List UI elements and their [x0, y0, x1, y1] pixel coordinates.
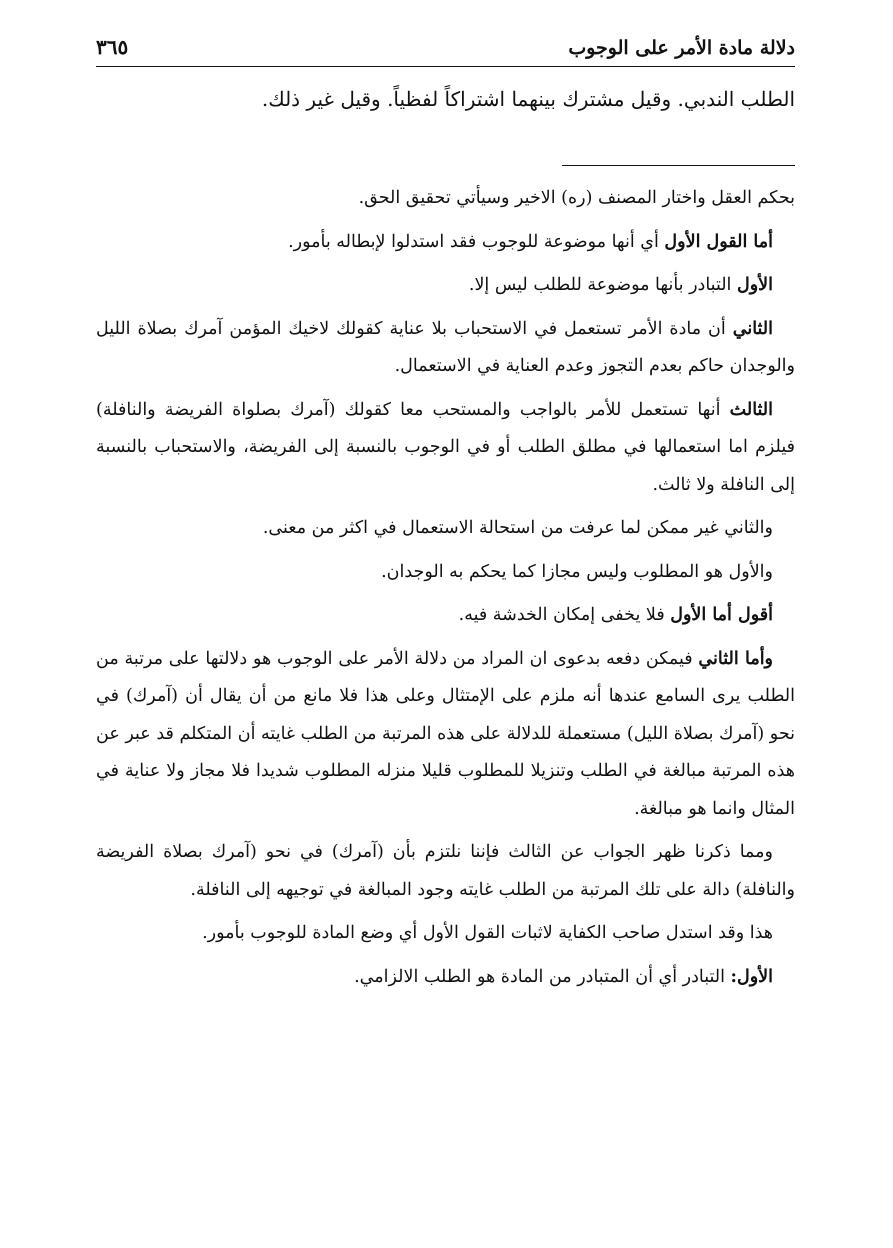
footnote-paragraph: والأول هو المطلوب وليس مجازا كما يحكم به الوجدان. — [381, 561, 773, 582]
footnotes — [96, 180, 795, 996]
footnote-separator — [562, 165, 795, 166]
footnote-paragraph: أقول أما الأول فلا يخفى إمكان الخدشة فيه. — [458, 605, 773, 625]
footnote-paragraph: الثاني أن مادة الأمر تستعمل في الاستحباب بلا عناية كقولك لاخيك المؤمن آمرك بصلاة الليل والوجدان حاكم بعدم التجوز وعدم العناية في الاستعمال. — [96, 318, 795, 376]
footnote-paragraph: بحكم العقل واختار المصنف (ره) الاخير وسيأتي تحقيق الحق. — [358, 188, 795, 208]
paragraph-lead: أما القول الأول — [664, 231, 773, 252]
footnote-paragraph: الأول التبادر بأنها موضوعة للطلب ليس إلا. — [468, 275, 773, 295]
footnote-paragraph: الأول: التبادر أي أن المتبادر من المادة هو الطلب الالزامي. — [354, 966, 773, 987]
paragraph-lead: الثاني — [732, 318, 773, 339]
running-head — [96, 32, 795, 62]
footnote-paragraph: وأما الثاني فيمكن دفعه بدعوى ان المراد من دلالة الأمر على الوجوب هو دلالتها على مرتبة من الطلب يرى السامع عندها أنه ملزم على الإمتثال وعلى هذا فلا مانع من أن يقال أن (آمرك) في نحو (آمرك بصلاة الليل) مستعملة للدلالة على هذه المرتبة من الطلب غايته أن المتكلم قد عبر عن هذه المرتبة مبالغة في الطلب وتنزيلا للمطلوب قليلا منزله المطلوب شديدا فلا مجاز ولا عناية في المثال وانما هو مبالغة. — [96, 648, 795, 819]
running-title: دلالة مادة الأمر على الوجوب — [568, 37, 795, 59]
footnote-paragraph: الثالث أنها تستعمل للأمر بالواجب والمستحب معا كقولك (آمرك بصلواة الفريضة والنافلة) فيلزم اما استعمالها في مطلق الطلب أو في الوجوب بالنسبة إلى الفريضة، والاستحباب بالنسبة إلى النافلة ولا ثالث. — [96, 399, 795, 495]
paragraph-lead: الأول — [736, 275, 773, 295]
main-text: الطلب الندبي. وقيل مشترك بينهما اشتراكاً لفظياً. وقيل غير ذلك. — [261, 87, 795, 111]
paragraph-lead: الثالث — [729, 399, 773, 420]
paragraph-lead: الأول: — [730, 966, 773, 987]
page-number: ٣٦٥ — [96, 35, 129, 59]
paragraph-lead: وأما الثاني — [698, 648, 774, 669]
paragraph-lead: أقول أما الأول — [670, 605, 773, 625]
footnote-paragraph: أما القول الأول أي أنها موضوعة للوجوب فقد استدلوا لإبطاله بأمور. — [288, 231, 773, 252]
page — [96, 32, 795, 1228]
footnote-paragraph: والثاني غير ممكن لما عرفت من استحالة الاستعمال في اكثر من معنى. — [262, 518, 773, 538]
footnote-paragraph: ومما ذكرنا ظهر الجواب عن الثالث فإننا نلتزم بأن (آمرك) في نحو (آمرك بصلاة الفريضة والنافلة) دالة على تلك المرتبة من الطلب غايته وجود المبالغة في توجيهه إلى النافلة. — [96, 842, 795, 900]
header-rule — [96, 66, 795, 67]
footnote-paragraph: هذا وقد استدل صاحب الكفاية لاثبات القول الأول أي وضع المادة للوجوب بأمور. — [202, 923, 773, 943]
